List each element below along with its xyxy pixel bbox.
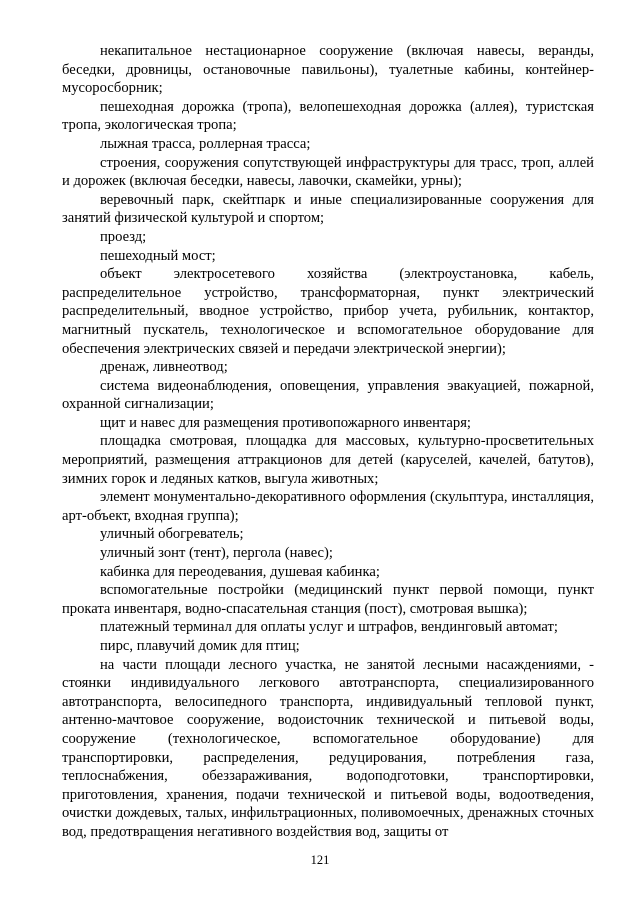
list-item: щит и навес для размещения противопожарного инвентаря; — [100, 414, 471, 431]
list-item: веревочный парк, скейтпарк и иные специализированные сооружения для занятий физической культурой и спортом; — [62, 191, 594, 227]
list-item: пешеходный мост; — [100, 247, 216, 264]
list-item: пешеходная дорожка (тропа), велопешеходная дорожка (аллея), туристская тропа, экологическая тропа; — [62, 98, 594, 134]
list-item: площадка смотровая, площадка для массовых, культурно-просветительных мероприятий, размещения аттракционов для детей (каруселей, качелей, батутов), зимних горок и ледяных катков, выгула животных; — [62, 433, 594, 487]
list-item: вспомогательные постройки (медицинский пункт первой помощи, пункт проката инвентаря, водно-спасательная станция (пост), смотровая вышка); — [62, 582, 594, 617]
list-item: пирс, плавучий домик для птиц; — [100, 638, 300, 654]
list-item: проезд; — [100, 228, 147, 245]
list-item: объект электросетевого хозяйства (электроустановка, кабель, распределительное устройство, трансформаторная, пункт электрический распределительный, вводное устройство, прибор учета, рубильник, контактор, магнитный пускатель, технологическое и вспомогательное оборудование для обеспечения электрических связей и передачи электрической энергии); — [62, 266, 594, 357]
list-item: дренаж, ливнеотвод; — [100, 359, 228, 376]
list-item: строения, сооружения сопутствующей инфраструктуры для трасс, троп, аллей и дорожек (включая беседки, навесы, лавочки, скамейки, урны); — [62, 154, 594, 190]
list-item: элемент монументально-декоративного оформления (скульптура, инсталляция, арт-объект, входная группа); — [62, 489, 594, 524]
list-item: лыжная трасса, роллерная трасса; — [100, 135, 311, 152]
list-item: некапитальное нестационарное сооружение (включая навесы, веранды, беседки, дровницы, остановочные павильоны), туалетные кабины, контейнер-мусоросборник; — [62, 43, 594, 97]
list-item: система видеонаблюдения, оповещения, управления эвакуацией, пожарной, охранной сигнализации; — [62, 377, 594, 413]
page-number: 121 — [310, 853, 330, 867]
document-body — [62, 42, 594, 842]
list-item: кабинка для переодевания, душевая кабинка; — [100, 563, 380, 580]
list-item: на части площади лесного участка, не занятой лесными насаждениями, - стоянки индивидуального легкового автотранспорта, специализированного автотранспорта, велосипедного транспорта, индивидуальный тепловой пункт, антенно-мачтовое сооружение, водоисточник технической и питьевой воды, сооружение (технологическое, вспомогательное оборудование) для транспортировки, распределения, редуцирования, потребления газа, теплоснабжения, обеззараживания, водоподготовки, транспортировки, приготовления, хранения, подачи технической и питьевой воды, водоотведения, очистки дождевых, талых, инфильтрационных, поливомоечных, дренажных сточных вод, предотвращения негативного воздействия вод, защиты от — [62, 656, 594, 840]
list-item: платежный терминал для оплаты услуг и штрафов, вендинговый автомат; — [100, 619, 558, 636]
list-item: уличный зонт (тент), пергола (навес); — [100, 545, 333, 562]
list-item: уличный обогреватель; — [100, 526, 244, 543]
